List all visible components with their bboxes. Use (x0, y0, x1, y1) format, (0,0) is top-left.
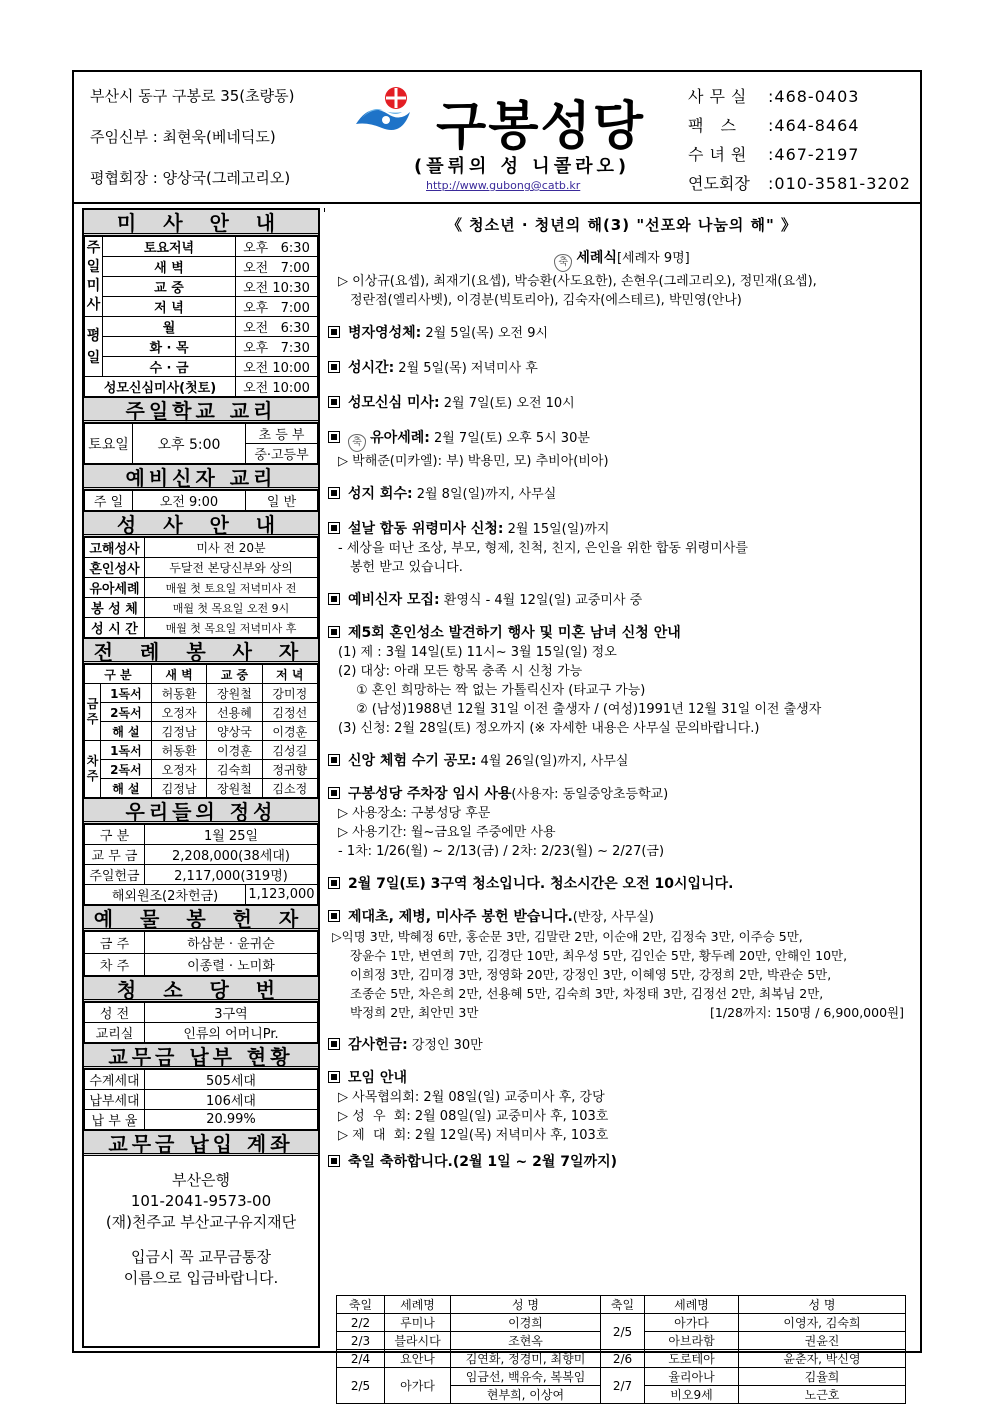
bullet-square-icon (328, 877, 340, 889)
catechumen-recruit: 예비신자 모집: 환영식 - 4월 12일(일) 교중미사 중 (328, 591, 916, 610)
left-sidebar (82, 208, 320, 1348)
bullet-square-icon (328, 487, 340, 499)
bullet-square-icon (328, 910, 340, 922)
sunday-mass-label: 주 일 미 사 (85, 237, 103, 317)
parish-logo-icon (352, 84, 412, 144)
address: 부산시 동구 구봉로 35(초량동) (90, 87, 295, 105)
account-title: 교무금 납입 계좌 (84, 1130, 318, 1156)
marriage-event: 제5회 혼인성소 발견하기 행사 및 미혼 남녀 신청 안내 (328, 624, 916, 643)
offering-total: [1/28까지: 150명 / 6,900,000원] (710, 1005, 904, 1020)
deposit-note-1: 입금시 꼭 교무금통장 (131, 1248, 271, 1266)
deposit-note-2: 이름으로 입금바랍니다. (123, 1269, 279, 1287)
weekday-mass-label: 평 일 (85, 317, 103, 377)
servers-title: 전 례 봉 사 자 (84, 638, 318, 664)
sick-communion: 병자영성체: 2월 5일(목) 오전 9시 (328, 324, 916, 343)
bullet-square-icon (328, 326, 340, 338)
sacraments-title: 성 사 안 내 (84, 511, 318, 537)
thanks-offering: 감사헌금: 강정인 30만 (328, 1036, 916, 1055)
contact-fax: 팩 스 :464-8464 (688, 116, 860, 135)
mass-schedule-title: 미 사 안 내 (84, 210, 318, 236)
marian-mass: 성모신심 미사: 2월 7일(토) 오전 10시 (328, 394, 916, 413)
celebration-emblem-icon: 축 (348, 434, 366, 452)
baptism-names-2: 정란점(엘리사벳), 이경분(빅토리아), 김숙자(에스테르), 박민영(안나) (350, 293, 742, 308)
sunday-school-table: 토요일 오후 5:00 초 등 부 중·고등부 (84, 423, 318, 464)
account-number: 101-2041-9573-00 (130, 1192, 272, 1210)
account-holder: (재)천주교 부산교구유지재단 (105, 1213, 297, 1231)
contact-office: 사무실 :468-0403 (688, 87, 860, 106)
baptism-names-1: ▷ 이상규(요셉), 최재기(요셉), 박승환(사도요한), 손현우(그레고리오), 정민재(요셉), (338, 274, 817, 289)
divider (324, 208, 325, 212)
infant-baptism-detail: ▷ 박해준(미카엘): 부) 박용민, 모) 추비아(비아) (338, 454, 609, 469)
feast-day-heading: 축일 축하합니다.(2월 1일 ~ 2월 7일까지) (328, 1153, 916, 1172)
contact-info (688, 86, 911, 202)
bullet-square-icon (328, 1155, 340, 1167)
cleaning-title: 청 소 당 번 (84, 976, 318, 1002)
dues-status-table: 수계세대 505세대 납부세대 106세대 납 부 율 20.99% (84, 1069, 318, 1130)
celebration-emblem-icon: 축 (554, 254, 572, 272)
sacraments-table: 고해성사 미사 전 20분 혼인성사 두달전 본당신부와 상의 유아세례 매월 첫 토요일 저녁미사 전 봉 성 체 매월 첫 목요일 오전 9시 성 시 간 매월 첫 목요일 저녁미사 후 (84, 537, 318, 638)
sunday-school-title: 주일학교 교리 (84, 397, 318, 423)
announcements: 《 청소년 · 청년의 해(3) "선포와 나눔의 해" 》 축 세례식[세례자 9명] ▷ 이상규(요셉), 최재기(요셉), 박승환(사도요한), 손현우(그레고리오), 정민재(요셉), 정란점(엘리사벳), 이경분(빅토리아), 김숙자(에스테르), 박민영(안나) 병자영성체: 2월 5일(목) 오전 9시 성시간: 2월 5일(목) 저녁미사 후 성모신심 미사: 2월 7일(토) 오전 10시 축 유아세례: 2월 7일(토) 오후 5시 30분 ▷ 박해준(미카엘): 부) 박용민, 모) 추비아(비아) 성지 회수: 2월 8일(일)까지, 사무실 설날 합동 위령미사 신청: 2월 15일(일)까지 - 세상을 떠난 조상, 부모, 형제, 친척, 친지, 은인을 위한 합동 위령미사를 봉헌 받고 있습니다. 예비신자 모집: 환영식 - 4월 12일(일) 교중미사 중 제5회 혼인성소 발견하기 행사 및 미혼 남녀 신청 안내 (1) 제 : 3월 14일(토) 11시~ 3월 15일(일) 정오 (2) 대상: 아래 모든 항목 충족 시 신청 가능 ① 혼인 희망하는 짝 없는 가톨릭신자 (타교구 가능) ② (남성)1988년 12월 31일 이전 출생자 / (여성)1991년 12월 31일 이전 출생자 (3) 신청: 2월 28일(토) 정오까지 (※ 자세한 내용은 사무실 문의바랍니다.) 신앙 체험 수기 공모: 4월 26일(일)까지, 사무실 구봉성당 주차장 임시 사용(사용자: 동일중앙초등학교) ▷ 사용장소: 구봉성당 후문 ▷ 사용기간: 월~금요일 주중에만 사용 - 1차: 1/26(월) ~ 2/13(금) / 2차: 2/23(월) ~ 2/27(금) 2월 7일(토) 3구역 청소입니다. 청소시간은 오전 10시입니다. 제대초, 제병, 미사주 봉헌 받습니다.(반장, 사무실) ▷익명 3만, 박혜정 6만, 홍순문 3만, 김말란 2만, 이순애 2만, 김정숙 3만, 이주승 5만, 장윤수 1만, 변연희 7만, 김경단 10만, 최우성 5만, 김인순 5만, 황두례 20만, 안해인 10만, 이희정 3만, 김미경 3만, 정영화 20만, 강정인 3만, 이혜영 5만, 강정희 2만, 박관순 5만, 조종순 5만, 차은희 2만, 선용혜 5만, 김숙희 3만, 차정태 3만, 김정선 2만, 최복님 2만, 박정희 2만, 최안민 3만 [1/28까지: 150명 / 6,900,000원] 감사헌금: 강정인 30만 모임 안내 ▷ 사목협의회: 2월 08일(일) 교중미사 후, 강당 ▷ 성 우 회: 2월 08일(일) 교중미사 후, 103호 ▷ 제 대 회: 2월 12일(목) 저녁미사 후, 103호 축일 축하합니다.(2월 1일 ~ 2월 7일까지) 축일 세례명 성 명 축일 세례명 성 명 2/2 루미나 이경희 2/5 아가다 이영자, 김숙희 2/3 블라시다 조현옥 아브라함 권윤진 2/4 요안나 김연화, 정경미, 최향미 2/6 도로테아 윤춘자, 박신영 2/5 아가다 임금선, 백유숙, 복복임 2/7 율리아나 김율희 현부희, 이상여 비오9세 노근호 (328, 208, 916, 1172)
year-theme: 《 청소년 · 청년의 해(3) "선포와 나눔의 해" 》 (446, 216, 798, 234)
baptism-heading: 축 세례식[세례자 9명] (328, 249, 916, 272)
bulletin-header (74, 72, 920, 204)
bullet-square-icon (328, 396, 340, 408)
mass-schedule-table: 주 일 미 사 토요저녁 오후 6:30 새 벽 오전 7:00 교 중 오전 10:30 저 녁 오후 7:00 평 일 월 오전 6:30 화 · 목 오후 7:30 수 · 금 오전 10:00 성모신심미사(첫토) 오전 10:00 (84, 236, 318, 397)
meetings: 모임 안내 (328, 1069, 916, 1088)
bullet-square-icon (328, 626, 340, 638)
bullet-square-icon (328, 522, 340, 534)
holy-hour: 성시간: 2월 5일(목) 저녁미사 후 (328, 359, 916, 378)
catechumen-table: 주 일 오전 9:00 일 반 (84, 490, 318, 511)
bullet-square-icon (328, 754, 340, 766)
website-link[interactable]: http://www.gubong@catb.kr (426, 179, 581, 192)
essay-contest: 신앙 체험 수기 공모: 4월 26일(일)까지, 사무실 (328, 752, 916, 771)
offerings-table: 구 분 1월 25일 교 무 금 2,208,000(38세대) 주일헌금 2,117,000(319명) 해외원조(2차헌금) 1,123,000 (84, 824, 318, 905)
parish-name: 구봉성당 (436, 97, 645, 157)
council-head: 평협회장 : 양상국(그레고리오) (90, 169, 291, 187)
bulletin-page (72, 70, 922, 1402)
bullet-square-icon (328, 593, 340, 605)
offerings-title: 우리들의 정성 (84, 798, 318, 824)
bullet-square-icon (328, 431, 340, 443)
pastor: 주임신부 : 최현욱(베네딕도) (90, 128, 276, 146)
dues-status-title: 교무금 납부 현황 (84, 1043, 318, 1069)
bullet-square-icon (328, 787, 340, 799)
gift-donors-title: 예 물 봉 헌 자 (84, 905, 318, 931)
catechumen-title: 예비신자 교리 (84, 464, 318, 490)
bank-name: 부산은행 (172, 1171, 230, 1189)
infant-baptism: 축 유아세례: 2월 7일(토) 오후 5시 30분 (328, 429, 916, 452)
parish-info (90, 86, 295, 209)
bullet-square-icon (328, 361, 340, 373)
parking-notice: 구봉성당 주차장 임시 사용(사용자: 동일중앙초등학교) (328, 785, 916, 804)
bible-return: 성지 회수: 2월 8일(일)까지, 사무실 (328, 485, 916, 504)
gift-donors-table: 금 주 하삼분 · 윤귀순 차 주 이종렬 · 노미화 (84, 931, 318, 976)
contact-convent: 수녀원 :467-2197 (688, 145, 860, 164)
contact-funeral: 연도회장 :010-3581-3202 (688, 174, 911, 193)
bank-account-info (84, 1156, 318, 1289)
servers-table: 구 분 새 벽 교 중 저 녁 금주 1독서 허동환 장원철 강미정 2독서 오정자 선용혜 김정선 해 설 김정남 양상국 이경훈 차주 1독서 허동환 이경훈 김성길 2독서 오정자 김숙희 정귀향 해 설 김정남 장원철 김소정 (84, 664, 318, 798)
feast-day-table: 축일 세례명 성 명 축일 세례명 성 명 2/2 루미나 이경희 2/5 아가다 이영자, 김숙희 2/3 블라시다 조현옥 아브라함 권윤진 2/4 요안나 김연화, 정경미, 최향미 2/6 도로테아 윤춘자, 박신영 2/5 아가다 임금선, 백유숙, 복복임 2/7 율리아나 김율희 현부희, 이상여 비오9세 노근호 (336, 1295, 906, 1404)
parish-patron: (플뤼의 성 니콜라오) (414, 156, 631, 177)
altar-offering: 제대초, 제병, 미사주 봉헌 받습니다.(반장, 사무실) (328, 908, 916, 927)
new-year-memorial-mass: 설날 합동 위령미사 신청: 2월 15일(일)까지 (328, 520, 916, 539)
cleaning-table: 성 전 3구역 교리실 인류의 어머니Pr. (84, 1002, 318, 1043)
bullet-square-icon (328, 1038, 340, 1050)
bullet-square-icon (328, 1071, 340, 1083)
cleaning-notice: 2월 7일(토) 3구역 청소입니다. 청소시간은 오전 10시입니다. (328, 875, 916, 894)
